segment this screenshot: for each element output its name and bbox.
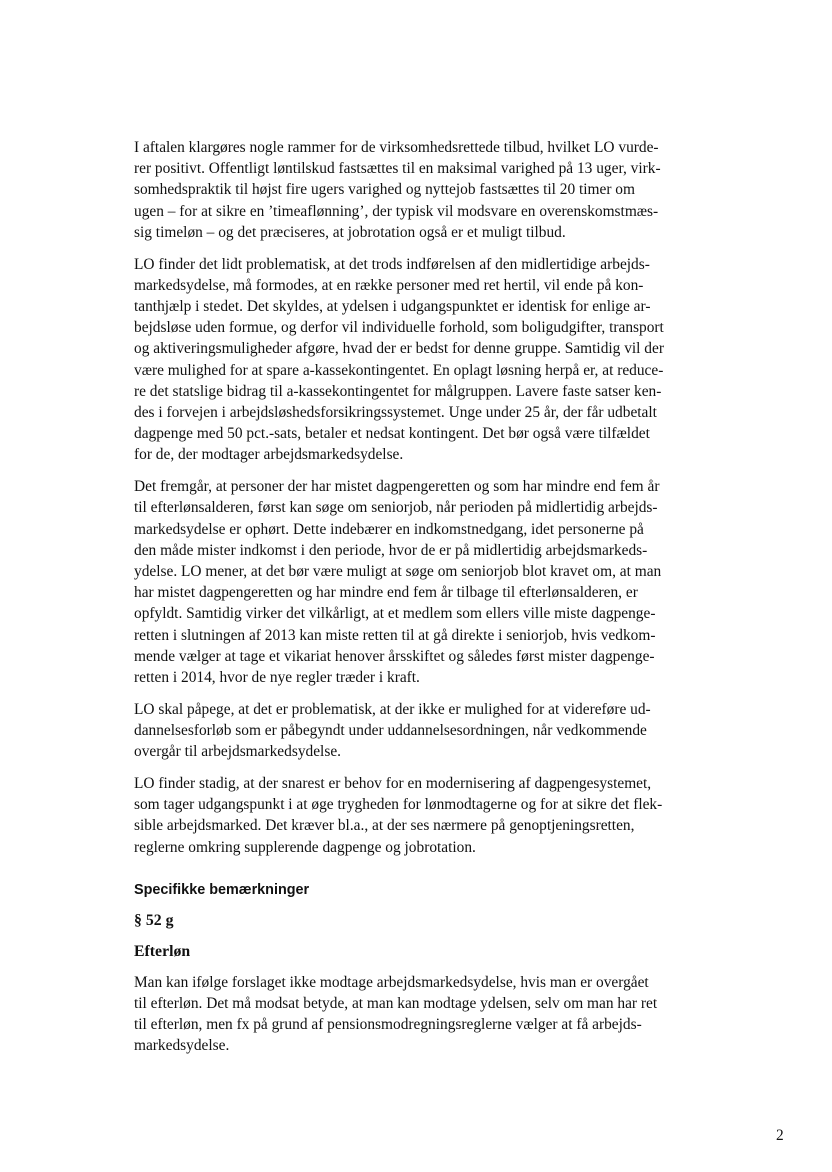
text-line: tanthjælp i stedet. Det skyldes, at ydelsen i udgangspunktet er identisk for enlige ar-: [134, 298, 651, 316]
text-line: LO finder stadig, at der snarest er behov for en modernisering af dagpengesystemet,: [134, 775, 652, 793]
text-line: ugen – for at sikre en ’timeaflønning’, der typisk vil modsvare en overenskomstmæs-: [134, 202, 659, 220]
text-line: rer positivt. Offentligt løntilskud fastsættes til en maksimal varighed på 13 uger, virk-: [134, 160, 661, 178]
text-line: markedsydelse er ophørt. Dette indebærer en indkomstnedgang, idet personerne på: [134, 520, 644, 538]
paragraph-2: [134, 254, 710, 466]
text-line: bejdsløse uden formue, og derfor vil individuelle forhold, som boligudgifter, transport: [134, 319, 664, 337]
section-heading: Specifikke bemærkninger: [134, 881, 310, 898]
text-line: mende vælger at tage et vikariat henover årsskiftet og således først mister dagpenge-: [134, 647, 655, 665]
text-line: re det statslige bidrag til a-kassekontingentet for målgruppen. Lavere faste satser ken-: [134, 382, 662, 400]
text-line: som tager udgangspunkt i at øge trygheden for lønmodtagerne og for at sikre det flek-: [134, 796, 663, 814]
subsection-title: Efterløn: [134, 942, 191, 960]
text-line: LO skal påpege, at det er problematisk, at der ikke er mulighed for at videreføre ud-: [134, 700, 651, 718]
text-line: ydelse. LO mener, at det bør være muligt at søge om seniorjob blot kravet om, at man: [134, 563, 662, 581]
text-line: retten i 2014, hvor de nye regler træder i kraft.: [134, 669, 420, 687]
text-line: den måde mister indkomst i den periode, hvor de er på midlertidig arbejdsmarkeds-: [134, 541, 648, 559]
text-line: til efterlønsalderen, først kan søge om seniorjob, når perioden på midlertidig arbejds-: [134, 499, 658, 517]
text-line: somhedspraktik til højst fire ugers varighed og nyttejob fastsættes til 20 timer om: [134, 181, 635, 199]
text-line: og aktiveringsmuligheder afgøre, hvad der er bedst for denne gruppe. Samtidig vil der: [134, 340, 664, 358]
text-line: overgår til arbejdsmarkedsydelse.: [134, 743, 341, 761]
paragraph-final: [134, 972, 710, 1057]
text-line: dannelsesforløb som er påbegyndt under uddannelsesordningen, når vedkommende: [134, 722, 647, 740]
subsection-number: § 52 g: [134, 911, 174, 929]
text-line: være mulighed for at spare a-kassekontingentet. En oplagt løsning herpå er, at reduce-: [134, 361, 664, 379]
text-line: for de, der modtager arbejdsmarkedsydelse.: [134, 446, 404, 464]
text-line: Det fremgår, at personer der har mistet dagpengeretten og som har mindre end fem år: [134, 478, 660, 496]
text-line: til efterløn. Det må modsat betyde, at man kan modtage ydelsen, selv om man har ret: [134, 995, 658, 1013]
text-line: Man kan ifølge forslaget ikke modtage arbejdsmarkedsydelse, hvis man er overgået: [134, 973, 649, 991]
text-line: har mistet dagpengeretten og har mindre end fem år tilbage til efterlønsalderen, er: [134, 584, 638, 602]
text-line: sible arbejdsmarked. Det kræver bl.a., at der ses nærmere på genoptjeningsretten,: [134, 817, 635, 835]
paragraph-3: [134, 476, 710, 688]
page-number: 2: [776, 1127, 784, 1144]
paragraph-4: [134, 699, 710, 763]
paragraph-1: [134, 137, 710, 243]
text-line: LO finder det lidt problematisk, at det trods indførelsen af den midlertidige arbejds-: [134, 255, 650, 273]
text-line: til efterløn, men fx på grund af pensionsmodregningsreglerne vælger at få arbejds-: [134, 1016, 642, 1034]
paragraph-5: [134, 773, 710, 858]
text-line: retten i slutningen af 2013 kan miste retten til at gå direkte i seniorjob, hvis vedkom-: [134, 626, 656, 644]
text-line: sig timeløn – og det præciseres, at jobrotation også er et muligt tilbud.: [134, 223, 566, 241]
text-line: markedsydelse.: [134, 1037, 230, 1055]
document-body: [134, 137, 710, 1067]
text-line: markedsydelse, må formodes, at en række personer med ret hertil, vil ende på kon-: [134, 276, 644, 294]
text-line: I aftalen klargøres nogle rammer for de virksomhedsrettede tilbud, hvilket LO vurde-: [134, 139, 659, 156]
text-line: reglerne omkring supplerende dagpenge og jobrotation.: [134, 838, 476, 856]
text-line: dagpenge med 50 pct.-sats, betaler et nedsat kontingent. Det bør også være tilfældet: [134, 425, 650, 443]
text-line: opfyldt. Samtidig virker det vilkårligt, at et medlem som ellers ville miste dagpenge-: [134, 605, 656, 623]
text-line: des i forvejen i arbejdsløshedsforsikringssystemet. Unge under 25 år, der får udbetalt: [134, 404, 657, 422]
